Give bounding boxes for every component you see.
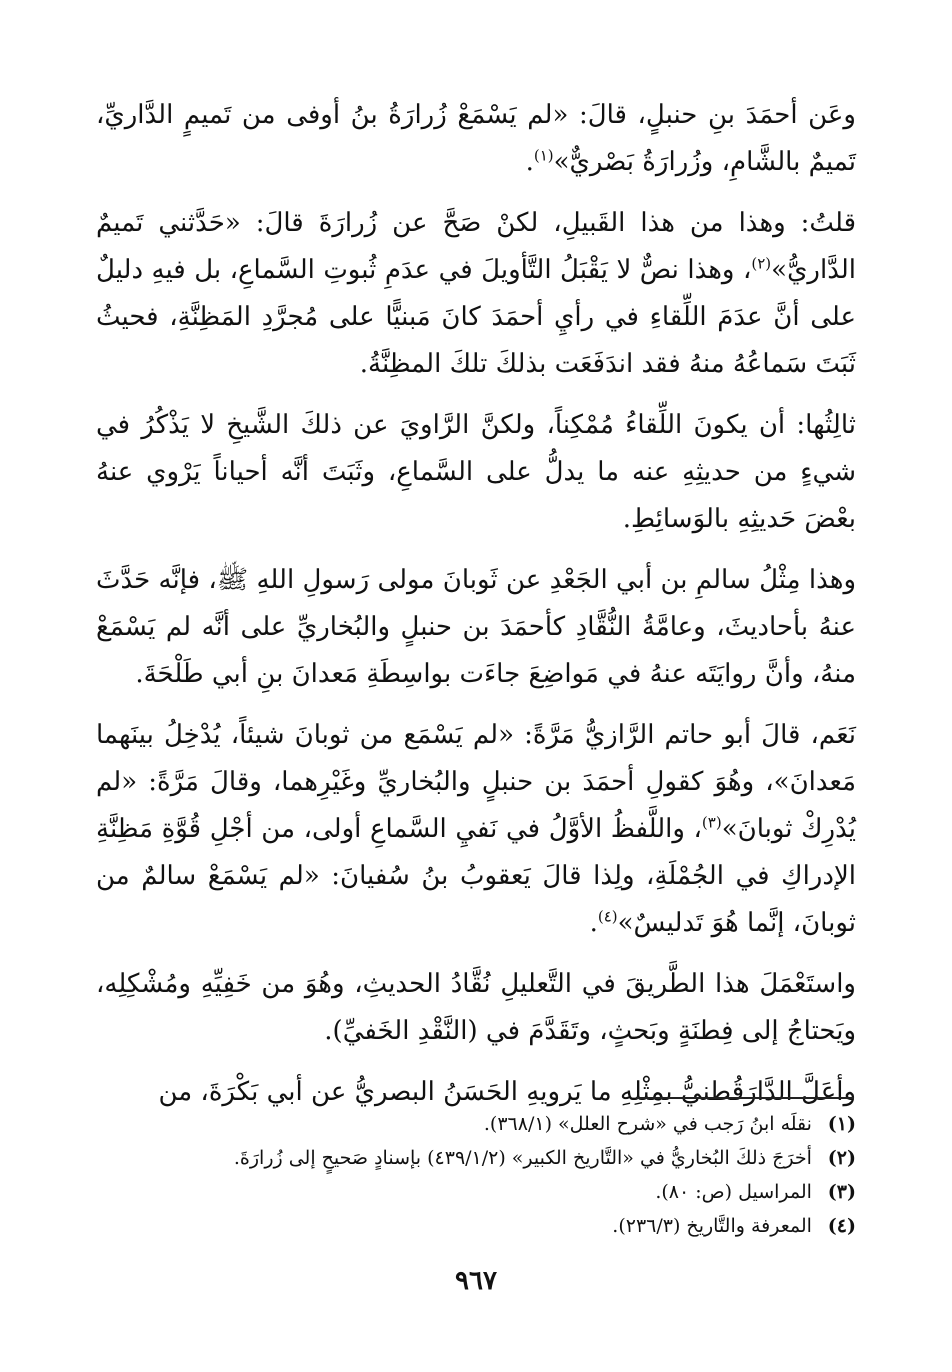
paragraph <box>96 402 856 543</box>
page-number: ٩٦٧ <box>455 1266 497 1296</box>
footnote-text: نقلَه ابنُ رَجب في «شرح العلل» (٣٦٨/١). <box>483 1113 812 1135</box>
footnote-number: (٢) <box>827 1147 856 1169</box>
footnote-ref[interactable]: (٢) <box>751 254 772 273</box>
paragraph-text-tail: ، وهذا نصٌّ لا يَقْبَلُ التَّأويلَ في عدَمِ ثُبوتِ السَّماعِ، بل فيهِ دليلٌ على أنَّ عدَمَ اللِّقاءِ في رأيِ أحمَدَ كانَ مَبنيًّا على مُجرَّدِ المَظِنَّةِ، فحيثُ ثَبَتَ سَماعُهُ منهُ فقد اندَفَعَت بذلكَ تلكَ المظِنَّةُ. <box>96 255 856 379</box>
paragraph-text-tail: ، واللَّفظُ الأوَّلُ في نَفيِ السَّماعِ أولى، من أجْلِ قُوَّةِ مَظِنَّةِ الإدراكِ في الجُمْلَةِ، ولِذا قالَ يَعقوبُ بنُ سُفيانَ: «لم يَسْمَعْ سالمٌ من ثوبانَ، إنَّما هُوَ تَدليسٌ» <box>96 814 856 938</box>
paragraph-text: قلتُ: وهذا من هذا القَبيلِ، لكنْ صَحَّ عن زُرارَةَ قالَ: «حَدَّثني تَميمٌ الدَّاريُّ» <box>96 208 856 285</box>
footnote-text: المراسيل (ص: ٨٠). <box>655 1181 812 1203</box>
paragraph-text: ثالِثُها: أن يكونَ اللِّقاءُ مُمْكِناً، ولكنَّ الرَّاويَ عن ذلكَ الشَّيخِ لا يَذْكُرُ في شيءٍ من حديثِهِ عنه ما يدلُّ على السَّماعِ، وثَبَتَ أنَّه أحياناً يَرْوي عنهُ بعْضَ حَديثِهِ بالوَسائِطِ. <box>96 410 856 534</box>
footnote <box>96 1175 856 1209</box>
paragraph <box>96 712 856 947</box>
paragraph <box>96 557 856 698</box>
paragraph-text: نَعَم، قالَ أبو حاتم الرَّازيُّ مَرَّةً: «لم يَسْمَع من ثوبانَ شيئاً، يُدْخِلُ بينَهما مَعدانَ»، وهُوَ كقولِ أحمَدَ بن حنبلٍ والبُخاريِّ وغَيْرِهما، وقالَ مَرَّةً: «لم يُدْرِكْ ثوبانَ» <box>96 720 856 844</box>
footnote <box>96 1209 856 1243</box>
footnote-ref[interactable]: (٣) <box>701 813 722 832</box>
footnote-text: أخرَجَ ذلكَ البُخاريُّ في «التَّاريخ الكبير» (٤٣٩/١/٢) بإسنادٍ صَحيحٍ إلى زُرارَةَ. <box>233 1147 812 1169</box>
paragraph-text: واستَعْمَلَ هذا الطَّريقَ في التَّعليلِ نُقَّادُ الحديثِ، وهُوَ من خَفِيِّهِ ومُشْكِلِه، ويَحتاجُ إلى فِطنَةٍ وبَحثٍ، وتَقَدَّمَ في (النَّقْدِ الخَفيِّ). <box>96 969 856 1046</box>
footnote <box>96 1107 856 1141</box>
footnote-number: (٣) <box>827 1181 856 1203</box>
footnote-divider <box>636 1097 854 1099</box>
paragraph-text-tail: . <box>589 908 598 938</box>
paragraph-text: وعَن أحمَدَ بنِ حنبلٍ، قالَ: «لم يَسْمَعْ زُرارَةُ بنُ أوفى من تَميمٍ الدَّاريِّ، تَميمٌ بالشَّامِ، وزُرارَةُ بَصْريٌّ» <box>96 100 856 177</box>
footnote-ref[interactable]: (٤) <box>597 907 618 926</box>
paragraph <box>96 200 856 388</box>
footnote <box>96 1141 856 1175</box>
footnote-ref[interactable]: (١) <box>533 146 554 165</box>
page-body <box>96 92 856 1130</box>
paragraph-text: وهذا مِثْلُ سالمِ بن أبي الجَعْدِ عن ثَوبانَ مولى رَسولِ اللهِ ﷺ، فإنَّه حَدَّثَ عنهُ بأحاديثَ، وعامَّةُ النُّقَّادِ كأحمَدَ بن حنبلٍ والبُخاريِّ على أنَّه لم يَسْمَعْ منهُ، وأنَّ روايَتَه عنهُ في مَواضِعَ جاءَت بواسِطَةِ مَعدانَ بنِ أبي طَلْحَةَ. <box>96 565 856 689</box>
paragraph <box>96 92 856 186</box>
footnote-number: (١) <box>827 1113 856 1135</box>
footnote-number: (٤) <box>827 1215 856 1237</box>
footnote-text: المعرفة والتَّاريخ (٢٣٦/٣). <box>612 1215 812 1237</box>
paragraph <box>96 961 856 1055</box>
paragraph-text-tail: . <box>525 147 534 177</box>
footnotes <box>96 1107 856 1243</box>
paragraph-text: وأعَلَّ الدَّارَقُطنيُّ بمِثْلِهِ ما يَرويهِ الحَسَنُ البصريُّ عن أبي بَكْرَةَ، من <box>158 1077 856 1107</box>
